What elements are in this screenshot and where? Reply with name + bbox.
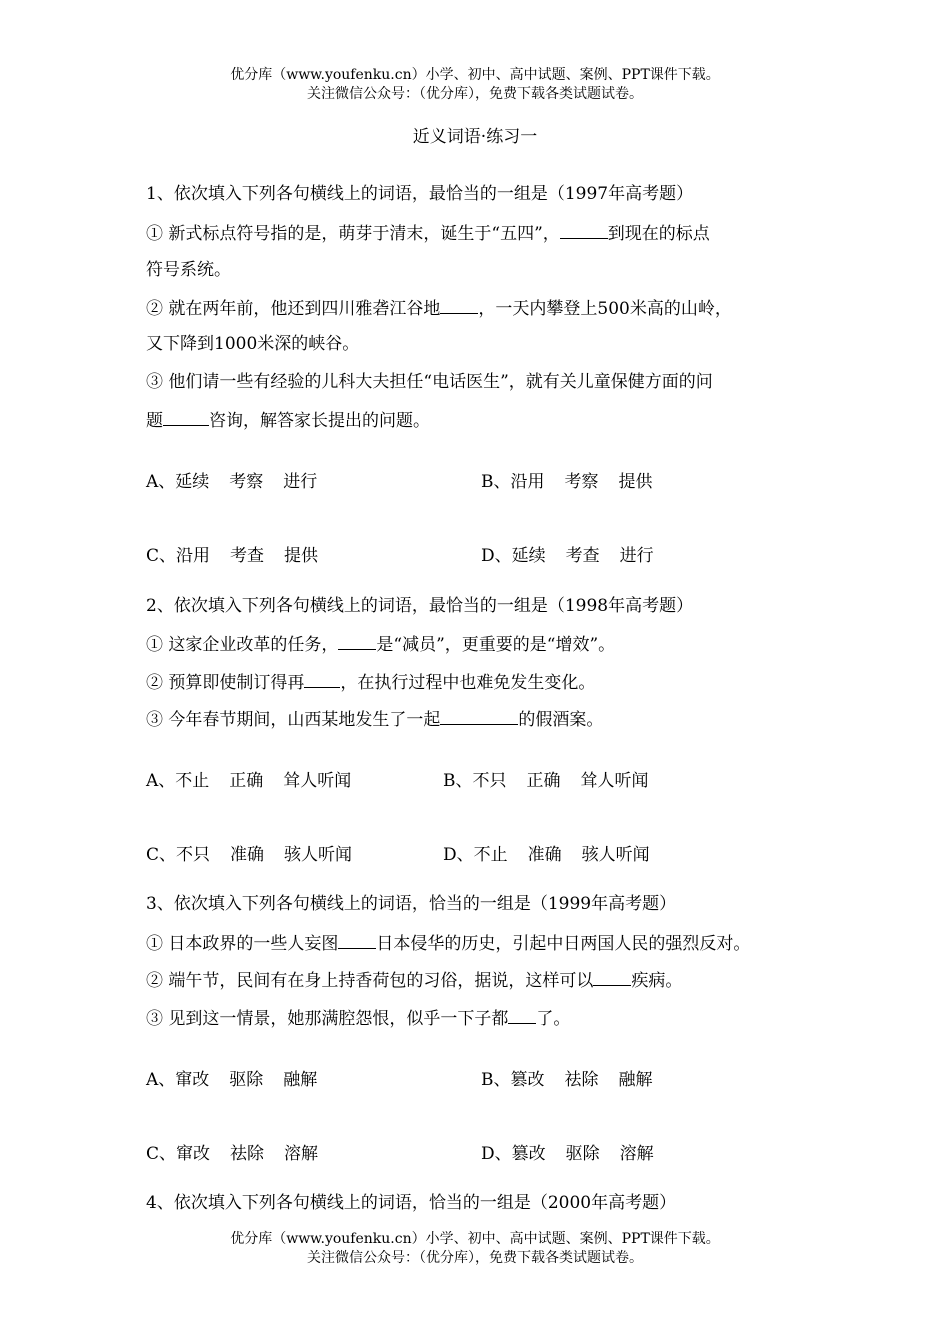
question-2-option-a[interactable] xyxy=(146,769,351,793)
question-1-sentence-1 xyxy=(146,220,710,246)
option-word: 正确 xyxy=(526,771,561,791)
option-word: 驱除 xyxy=(565,1144,600,1164)
header-line-1: 优分库（www.youfenku.cn）小学、初中、高中试题、案例、PPT课件下载。 xyxy=(230,67,720,83)
question-2-stem: 2、依次填入下列各句横线上的词语，最恰当的一组是（1998年高考题） xyxy=(146,596,694,616)
text: 的假酒案。 xyxy=(518,710,604,730)
question-3-option-b[interactable] xyxy=(481,1068,653,1092)
answer-blank xyxy=(163,407,209,426)
question-4-stem: 4、依次填入下列各句横线上的词语，恰当的一组是（2000年高考题） xyxy=(146,1193,677,1213)
text: 咨询，解答家长提出的问题。 xyxy=(209,411,430,431)
question-3-option-c[interactable] xyxy=(146,1142,318,1166)
option-label: B、篡改 xyxy=(481,1070,545,1090)
option-label: A、不止 xyxy=(146,771,210,791)
text: ① 这家企业改革的任务， xyxy=(146,635,339,655)
question-1-sentence-2 xyxy=(146,295,732,321)
text: 疾病。 xyxy=(631,971,683,991)
text: ① 日本政界的一些人妄图 xyxy=(146,934,339,954)
question-3-option-a[interactable] xyxy=(146,1068,317,1092)
option-word: 准确 xyxy=(527,845,562,865)
option-label: B、不只 xyxy=(443,771,507,791)
option-word: 祛除 xyxy=(230,1144,265,1164)
option-word: 提供 xyxy=(618,472,653,492)
option-word: 溶解 xyxy=(284,1144,319,1164)
question-1-option-d[interactable] xyxy=(481,544,654,568)
option-word: 耸人听闻 xyxy=(580,771,649,791)
option-word: 融解 xyxy=(283,1070,318,1090)
question-3-option-d[interactable] xyxy=(481,1142,654,1166)
question-2-option-b[interactable] xyxy=(443,769,649,793)
option-word: 正确 xyxy=(229,771,264,791)
option-label: C、不只 xyxy=(146,845,211,865)
question-1-stem: 1、依次填入下列各句横线上的词语，最恰当的一组是（1997年高考题） xyxy=(146,184,694,204)
question-1-sentence-3: ③ 他们请一些有经验的儿科大夫担任“电话医生”，就有关儿童保健方面的问 xyxy=(146,372,713,392)
text: 到现在的标点 xyxy=(607,224,710,244)
option-label: D、篡改 xyxy=(481,1144,546,1164)
footer-line-2: 关注微信公众号：（优分库），免费下载各类试题试卷。 xyxy=(307,1250,643,1266)
page-header xyxy=(0,66,950,104)
text: ② 预算即使制订得再 xyxy=(146,673,305,693)
option-word: 提供 xyxy=(284,546,319,566)
text: ③ 今年春节期间，山西某地发生了一起 xyxy=(146,710,441,730)
answer-blank xyxy=(304,669,340,688)
text: 题 xyxy=(146,411,163,431)
answer-blank xyxy=(508,1005,536,1024)
option-label: C、窜改 xyxy=(146,1144,211,1164)
question-2-option-d[interactable] xyxy=(443,843,650,867)
option-word: 准确 xyxy=(230,845,265,865)
question-3-stem: 3、依次填入下列各句横线上的词语，恰当的一组是（1999年高考题） xyxy=(146,894,677,914)
question-1-option-c[interactable] xyxy=(146,544,318,568)
option-word: 考查 xyxy=(565,546,600,566)
option-word: 进行 xyxy=(283,472,318,492)
option-word: 融解 xyxy=(618,1070,653,1090)
text: 日本侵华的历史，引起中日两国人民的强烈反对。 xyxy=(376,934,751,954)
option-label: C、沿用 xyxy=(146,546,211,566)
question-2-sentence-2 xyxy=(146,669,595,695)
text: ，在执行过程中也难免发生变化。 xyxy=(340,673,596,693)
text: 了。 xyxy=(536,1009,571,1029)
answer-blank xyxy=(560,220,608,239)
option-word: 考查 xyxy=(230,546,265,566)
footer-line-1: 优分库（www.youfenku.cn）小学、初中、高中试题、案例、PPT课件下载。 xyxy=(230,1231,720,1247)
option-word: 考察 xyxy=(564,472,599,492)
text: ① 新式标点符号指的是，萌芽于清末，诞生于“五四”， xyxy=(146,224,560,244)
question-2-option-c[interactable] xyxy=(146,843,352,867)
question-2-sentence-3 xyxy=(146,706,603,732)
answer-blank xyxy=(338,631,376,650)
question-2-sentence-1 xyxy=(146,631,615,657)
option-label: D、不止 xyxy=(443,845,508,865)
question-1-sentence-3-cont xyxy=(146,407,430,433)
text: ③ 见到这一情景，她那满腔怨恨，似乎一下子都 xyxy=(146,1009,509,1029)
answer-blank xyxy=(440,706,518,725)
option-word: 驱除 xyxy=(229,1070,264,1090)
text: ，一天内攀登上500米高的山岭， xyxy=(478,299,732,319)
header-line-2: 关注微信公众号：（优分库），免费下载各类试题试卷。 xyxy=(307,86,643,102)
option-word: 骇人听闻 xyxy=(581,845,650,865)
option-word: 溶解 xyxy=(619,1144,654,1164)
page-footer xyxy=(0,1230,950,1268)
question-1-sentence-1-cont: 符号系统。 xyxy=(146,260,231,280)
question-1-option-a[interactable] xyxy=(146,470,317,494)
page-title: 近义词语·练习一 xyxy=(412,127,538,147)
text: ② 就在两年前，他还到四川雅砻江谷地 xyxy=(146,299,441,319)
text: 是“减员”，更重要的是“增效”。 xyxy=(376,635,616,655)
question-3-sentence-1 xyxy=(146,930,750,956)
question-3-sentence-2 xyxy=(146,967,682,993)
option-word: 耸人听闻 xyxy=(283,771,352,791)
option-label: A、窜改 xyxy=(146,1070,210,1090)
option-label: A、延续 xyxy=(146,472,210,492)
answer-blank xyxy=(440,295,478,314)
text: ② 端午节，民间有在身上持香荷包的习俗，据说，这样可以 xyxy=(146,971,594,991)
option-word: 祛除 xyxy=(564,1070,599,1090)
answer-blank xyxy=(338,930,376,949)
option-label: B、沿用 xyxy=(481,472,545,492)
option-label: D、延续 xyxy=(481,546,546,566)
question-3-sentence-3 xyxy=(146,1005,570,1031)
answer-blank xyxy=(593,967,631,986)
option-word: 进行 xyxy=(619,546,654,566)
option-word: 考察 xyxy=(229,472,264,492)
question-1-option-b[interactable] xyxy=(481,470,653,494)
question-1-sentence-2-cont: 又下降到1000米深的峡谷。 xyxy=(146,334,360,354)
option-word: 骇人听闻 xyxy=(284,845,353,865)
